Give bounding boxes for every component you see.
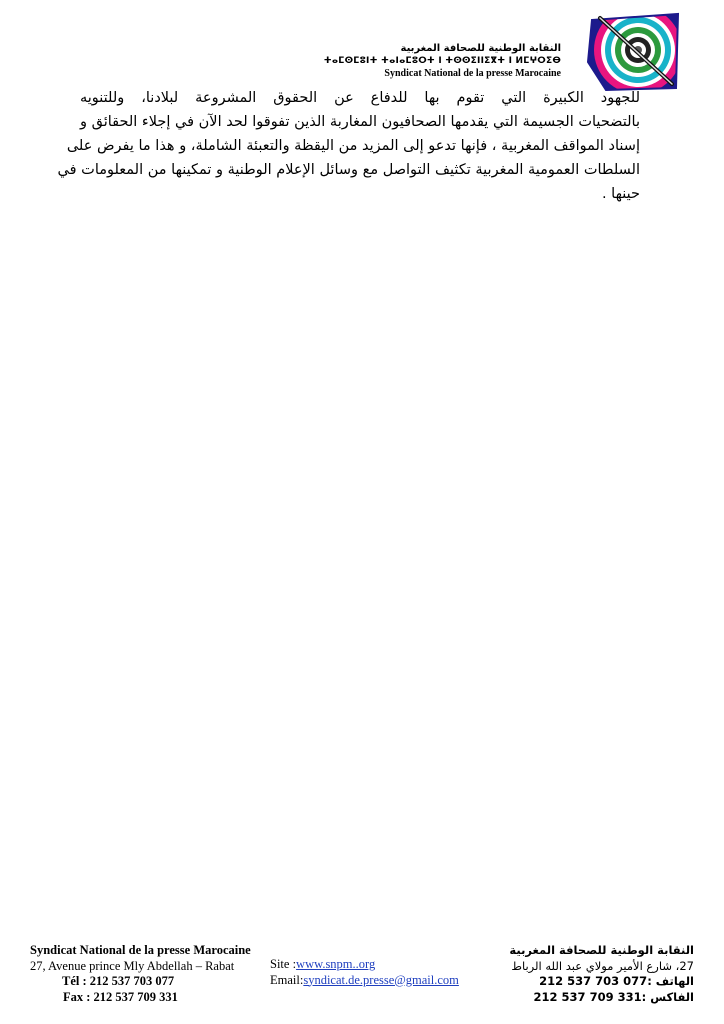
- header-french-name: Syndicat National de la presse Marocaine: [384, 68, 561, 79]
- footer-arabic-fax-label: الفاكس :: [641, 989, 694, 1004]
- footer-arabic-fax: 212 537 709 331: [533, 989, 642, 1004]
- footer-arabic-address: 27، شارع الأمير مولاي عبد الله الرباط: [511, 958, 694, 973]
- footer-web-contact: [270, 957, 459, 988]
- email-link[interactable]: syndicat.de.presse@gmail.com: [303, 972, 459, 987]
- footer-arabic-name: النقابة الوطنية للصحافة المغربية: [509, 943, 694, 957]
- body-line: للجهود الكبيرة التي تقوم بها للدفاع عن الحقوق المشروعة لبلادنا، وللتنويه: [80, 90, 640, 106]
- footer-french-tel: Tél : 212 537 703 077: [62, 974, 175, 988]
- header-tifinagh-name: ⵜⴰⵎⵙⵎⵓⵏⵜ ⵜⴰⵏⴰⵎⵓⵔⵜ ⵏ ⵜⵙⵙⵉⵏⵏⵉⴳⵜ ⵏ ⵍⵎⵖⵔⵉⴱ: [323, 56, 561, 66]
- letter-body: [57, 86, 640, 206]
- header-arabic-name: النقابة الوطنية للصحافة المغربية: [400, 43, 561, 54]
- footer-french-fax: Fax : 212 537 709 331: [63, 989, 178, 1004]
- body-line: السلطات العمومية المغربية تكثيف التواصل مع وسائل الإعلام الوطنية و تمكينها من المعلومات في: [57, 162, 640, 178]
- syndicate-logo: [586, 10, 682, 94]
- body-line: بالتضحيات الجسيمة التي يقدمها الصحافيون المغاربة الذين تفوقوا لحد الآن في إجلاء الحقائق و: [80, 114, 640, 130]
- site-link[interactable]: www.snpm..org: [296, 957, 376, 971]
- footer-arabic-contact: [509, 943, 694, 1005]
- email-label: Email:: [270, 972, 304, 987]
- body-line: حينها .: [601, 186, 640, 202]
- footer-french-name: Syndicat National de la presse Marocaine: [30, 943, 251, 957]
- footer-french-contact: [30, 943, 251, 1005]
- site-label: Site :: [270, 957, 297, 971]
- footer-arabic-tel: 212 537 703 077: [539, 974, 648, 988]
- footer-arabic-tel-label: الهاتف :: [647, 974, 694, 988]
- body-line: إسناد المواقف المغربية ، فإنها تدعو إلى المزيد من اليقظة والتعبئة الشاملة، و هذا ما يفرض على: [66, 138, 640, 154]
- footer-french-address: 27, Avenue prince Mly Abdellah – Rabat: [30, 958, 235, 973]
